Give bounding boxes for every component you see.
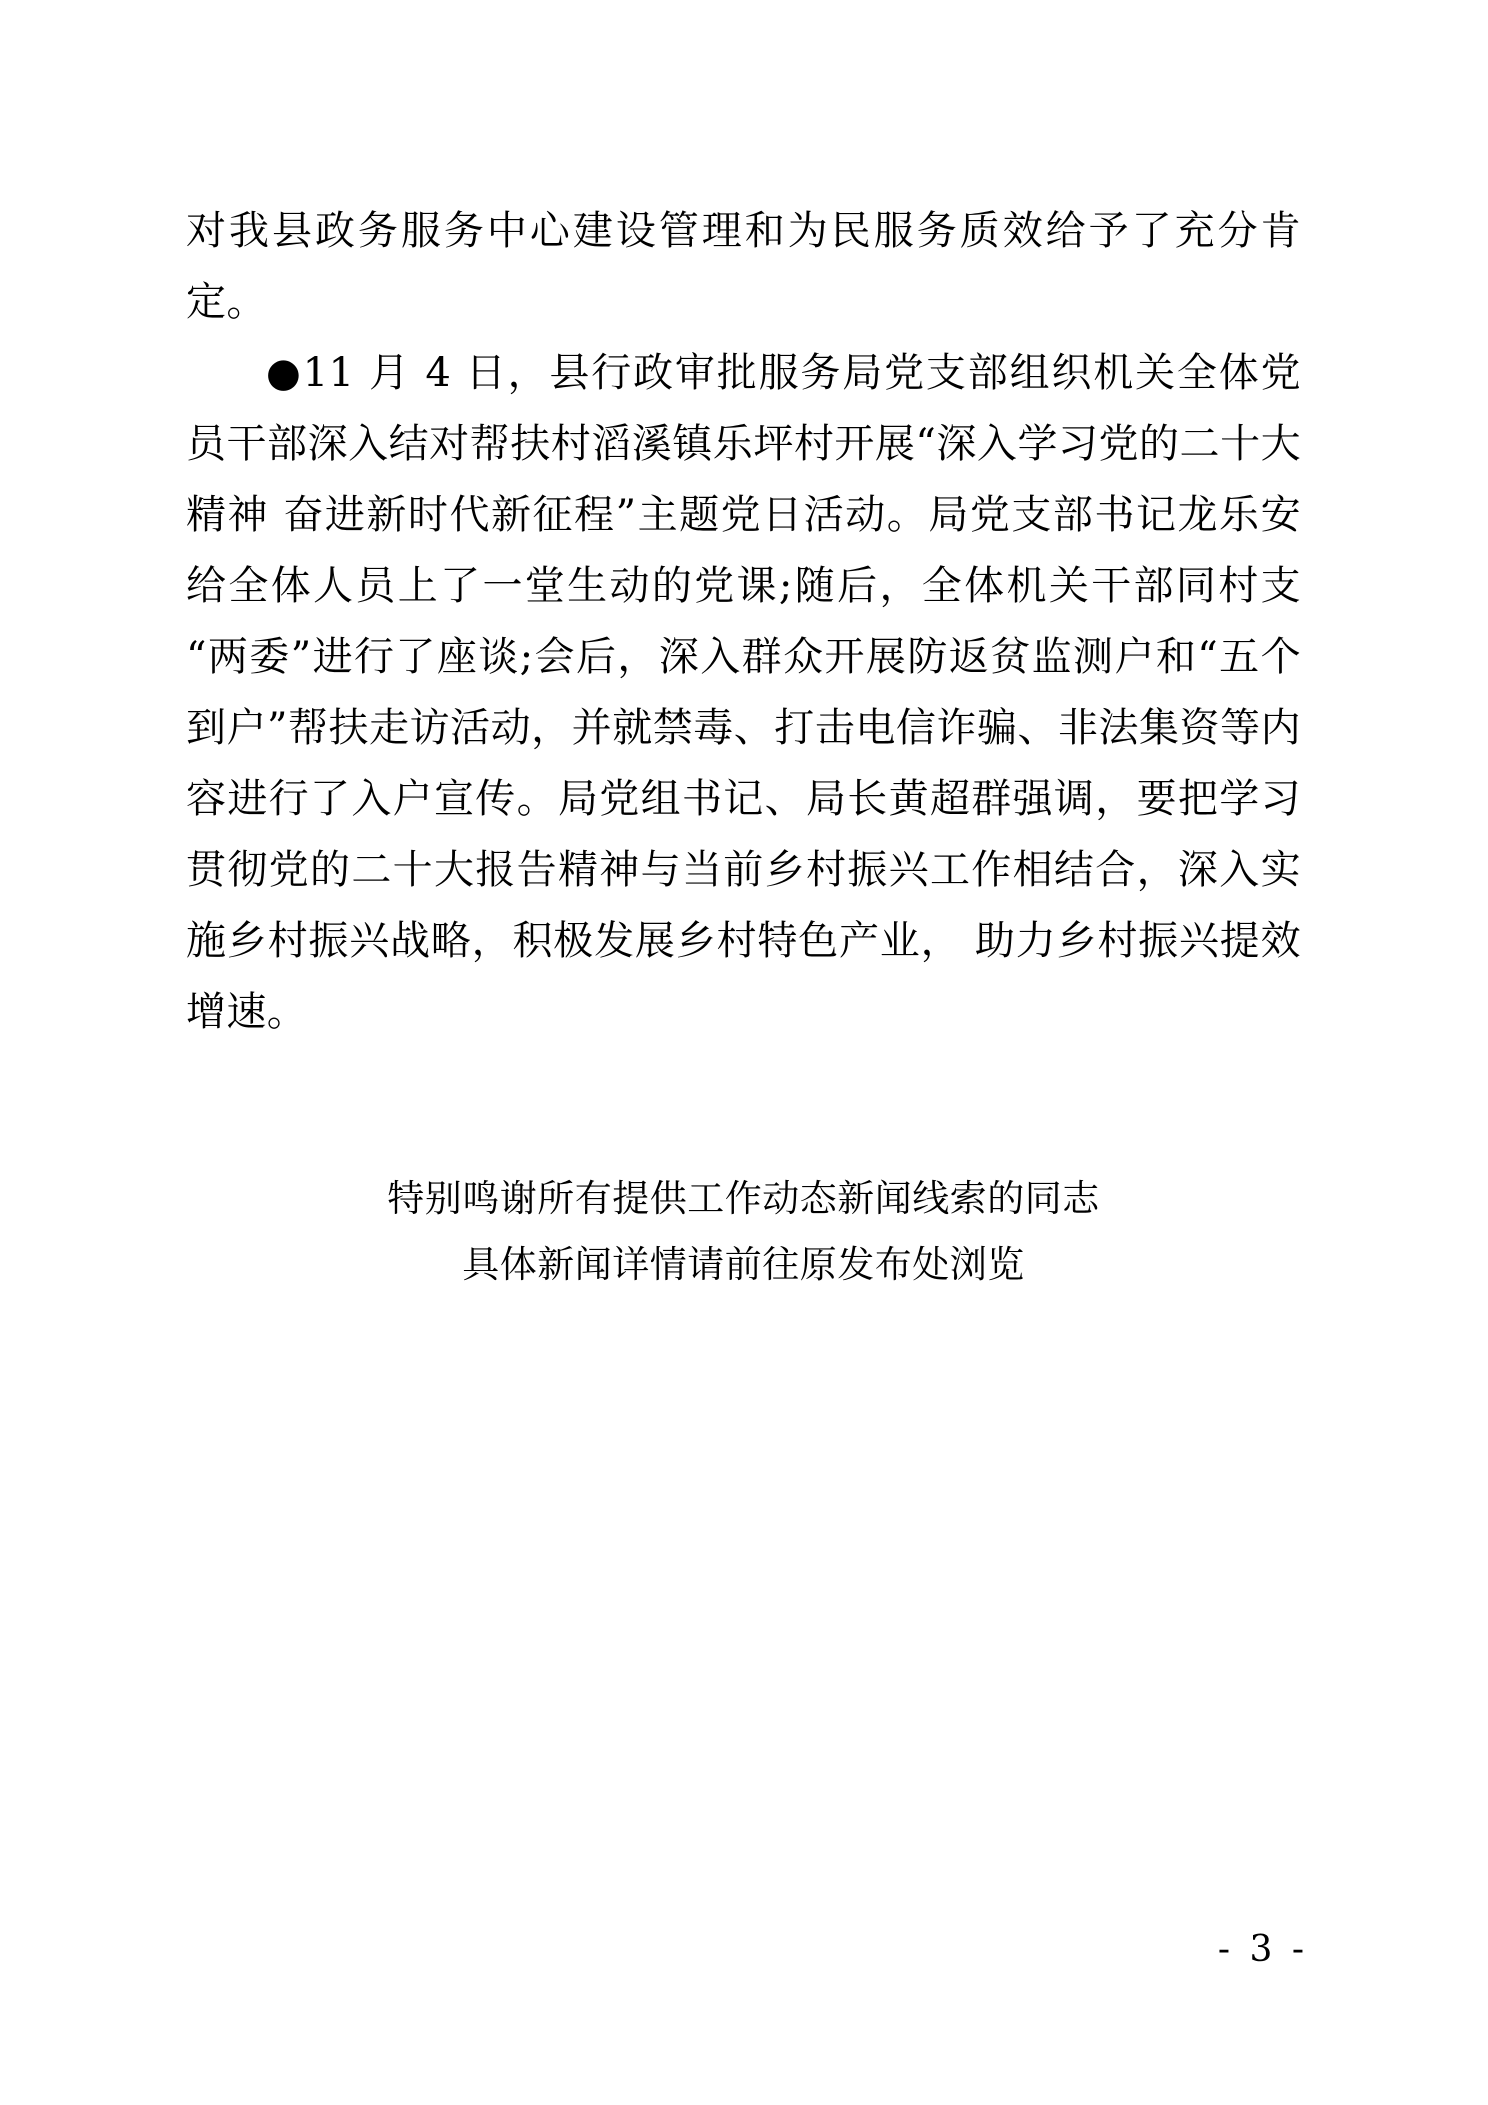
closing-note-line-1: 特别鸣谢所有提供工作动态新闻线索的同志 bbox=[387, 1177, 1100, 1220]
closing-notes bbox=[186, 1166, 1301, 1298]
document-body bbox=[186, 196, 1301, 1298]
page-number: - 3 - bbox=[1217, 1929, 1308, 1970]
section-spacer bbox=[186, 1048, 1301, 1166]
closing-note-line-2: 具体新闻详情请前往原发布处浏览 bbox=[462, 1243, 1025, 1286]
paragraph-continued: 对我县政务服务中心建设管理和为民服务质效给予了充分肯定。 bbox=[186, 208, 1301, 325]
paragraph-bullet-item: ●11 月 4 日，县行政审批服务局党支部组织机关全体党员干部深入结对帮扶村滔溪镇乐坪村开展“深入学习党的二十大精神 奋进新时代新征程”主题党日活动。局党支部书记龙乐安给全体人员上了一堂生动的党课;随后，全体机关干部同村支“两委”进行了座谈;会后，深入群众开展防返贫监测户和“五个到户”帮扶走访活动，并就禁毒、打击电信诈骗、非法集资等内容进行了入户宣传。局党组书记、局长黄超群强调，要把学习贯彻党的二十大报告精神与当前乡村振兴工作相结合，深入实施乡村振兴战略，积极发展乡村特色产业， 助力乡村振兴提效增速。 bbox=[186, 350, 1301, 1035]
